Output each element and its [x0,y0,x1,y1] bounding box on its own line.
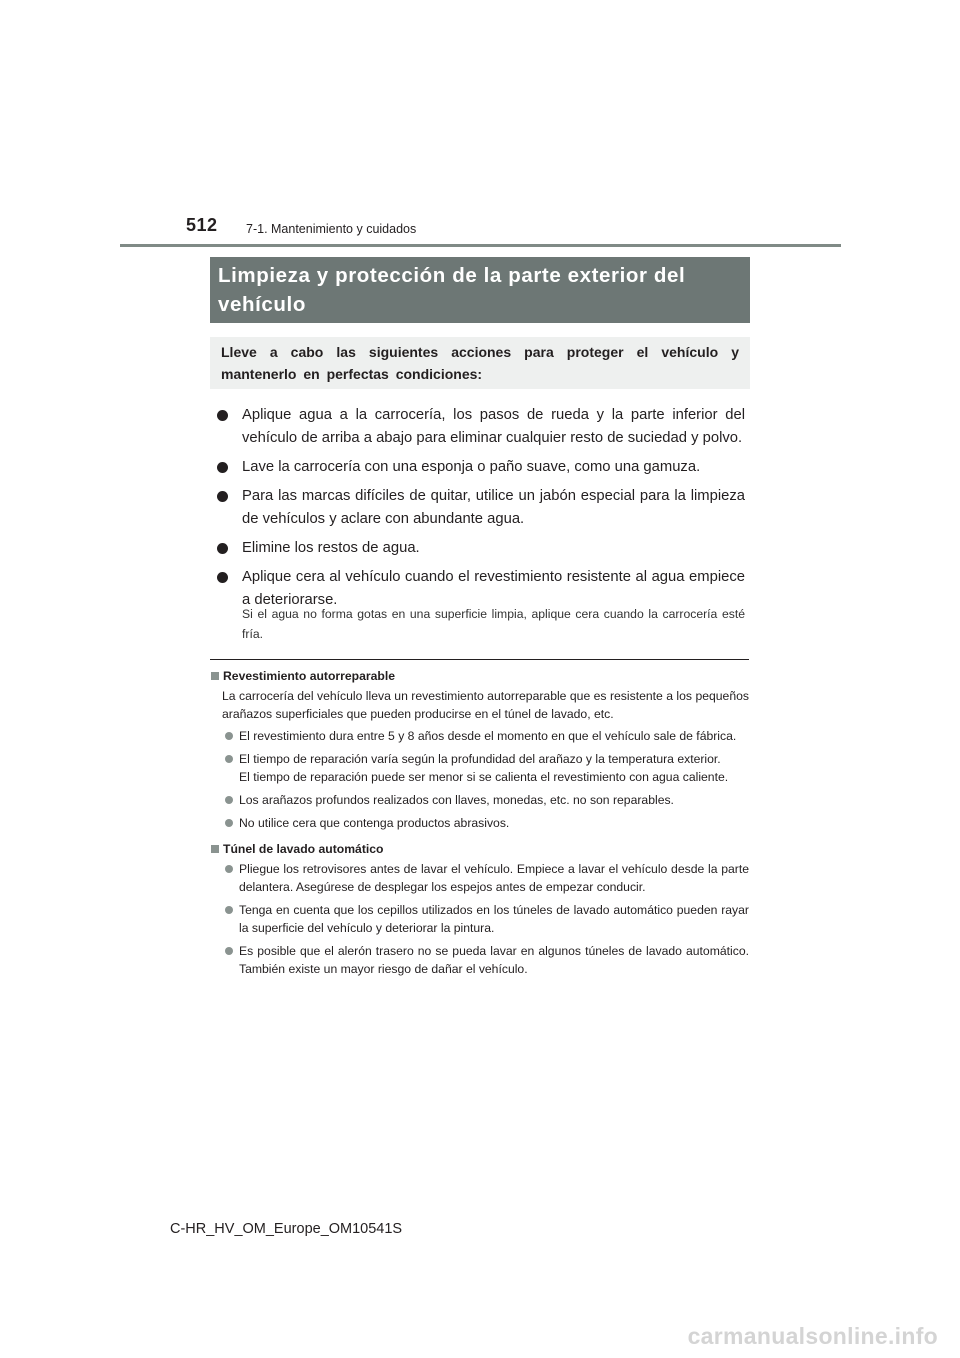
bullet-icon [225,947,233,955]
list-item [215,485,745,531]
info-list [210,860,749,978]
bullet-icon [225,819,233,827]
item-text: Pliegue los retrovisores antes de lavar el vehículo. Empiece a lavar el vehículo desde la parte delantera. Asegúrese de desplegar los espejos antes de empezar conducir. [239,862,749,894]
intro-box: Lleve a cabo las siguientes acciones para proteger el vehículo y mantenerlo en perfectas condiciones: [210,337,750,389]
list-item [210,727,749,745]
list-item [210,942,749,978]
bullet-icon [225,755,233,763]
steps-list [215,404,745,618]
step-text: Lave la carrocería con una esponja o paño suave, como una gamuza. [242,459,701,475]
list-item [215,404,745,450]
item-text-continued: El tiempo de reparación puede ser menor si se calienta el revestimiento con agua caliente. [239,770,729,784]
divider [210,659,749,660]
step-text: Para las marcas difíciles de quitar, utilice un jabón especial para la limpieza de vehículos y aclare con abundante agua. [242,488,745,527]
info-heading-text: Revestimiento autorreparable [223,669,396,683]
page-number: 512 [186,215,218,235]
square-bullet-icon [211,672,219,680]
step-note: Si el agua no forma gotas en una superficie limpia, aplique cera cuando la carrocería esté fría. [242,607,745,641]
item-text: Es posible que el alerón trasero no se pueda lavar en algunos túneles de lavado automático. También existe un mayor riesgo de dañar el vehículo. [239,944,749,976]
document-code: C-HR_HV_OM_Europe_OM10541S [170,1221,403,1237]
info-heading [210,667,749,685]
step-text: Aplique cera al vehículo cuando el revestimiento resistente al agua empiece a deteriorarse. [242,569,745,608]
info-section [210,667,749,983]
bullet-icon [217,491,228,502]
info-heading [210,840,749,858]
list-item [210,814,749,832]
item-text: Tenga en cuenta que los cepillos utilizados en los túneles de lavado automático pueden rayar la superficie del vehículo y deteriorar la pintura. [239,903,749,935]
bullet-icon [225,732,233,740]
item-text: No utilice cera que contenga productos abrasivos. [239,816,510,830]
list-item [215,456,745,479]
square-bullet-icon [211,845,219,853]
step-text: Aplique agua a la carrocería, los pasos de rueda y la parte inferior del vehículo de arriba a abajo para eliminar cualquier resto de suciedad y polvo. [242,407,745,446]
page-title: Limpieza y protección de la parte exterior del vehículo [210,257,750,323]
list-item [210,860,749,896]
bullet-icon [225,865,233,873]
bullet-icon [217,410,228,421]
list-item [210,750,749,786]
item-text: Los arañazos profundos realizados con llaves, monedas, etc. no son reparables. [239,793,674,807]
list-item [215,537,745,560]
info-paragraph: La carrocería del vehículo lleva un revestimiento autorreparable que es resistente a los pequeños arañazos superficiales que pueden producirse en el túnel de lavado, etc. [222,689,749,721]
bullet-icon [217,572,228,583]
bullet-icon [217,543,228,554]
item-text: El tiempo de reparación varía según la profundidad del arañazo y la temperatura exterior. [239,752,721,766]
info-heading-text: Túnel de lavado automático [223,842,384,856]
item-text: El revestimiento dura entre 5 y 8 años desde el momento en que el vehículo sale de fábrica. [239,729,737,743]
bullet-icon [225,796,233,804]
step-text: Elimine los restos de agua. [242,540,420,556]
info-list [210,727,749,832]
section-label: 7-1. Mantenimiento y cuidados [246,222,417,236]
bullet-icon [225,906,233,914]
list-item [210,901,749,937]
watermark: carmanualsonline.info [687,1323,938,1349]
header-rule [120,244,841,247]
bullet-icon [217,462,228,473]
list-item [210,791,749,809]
